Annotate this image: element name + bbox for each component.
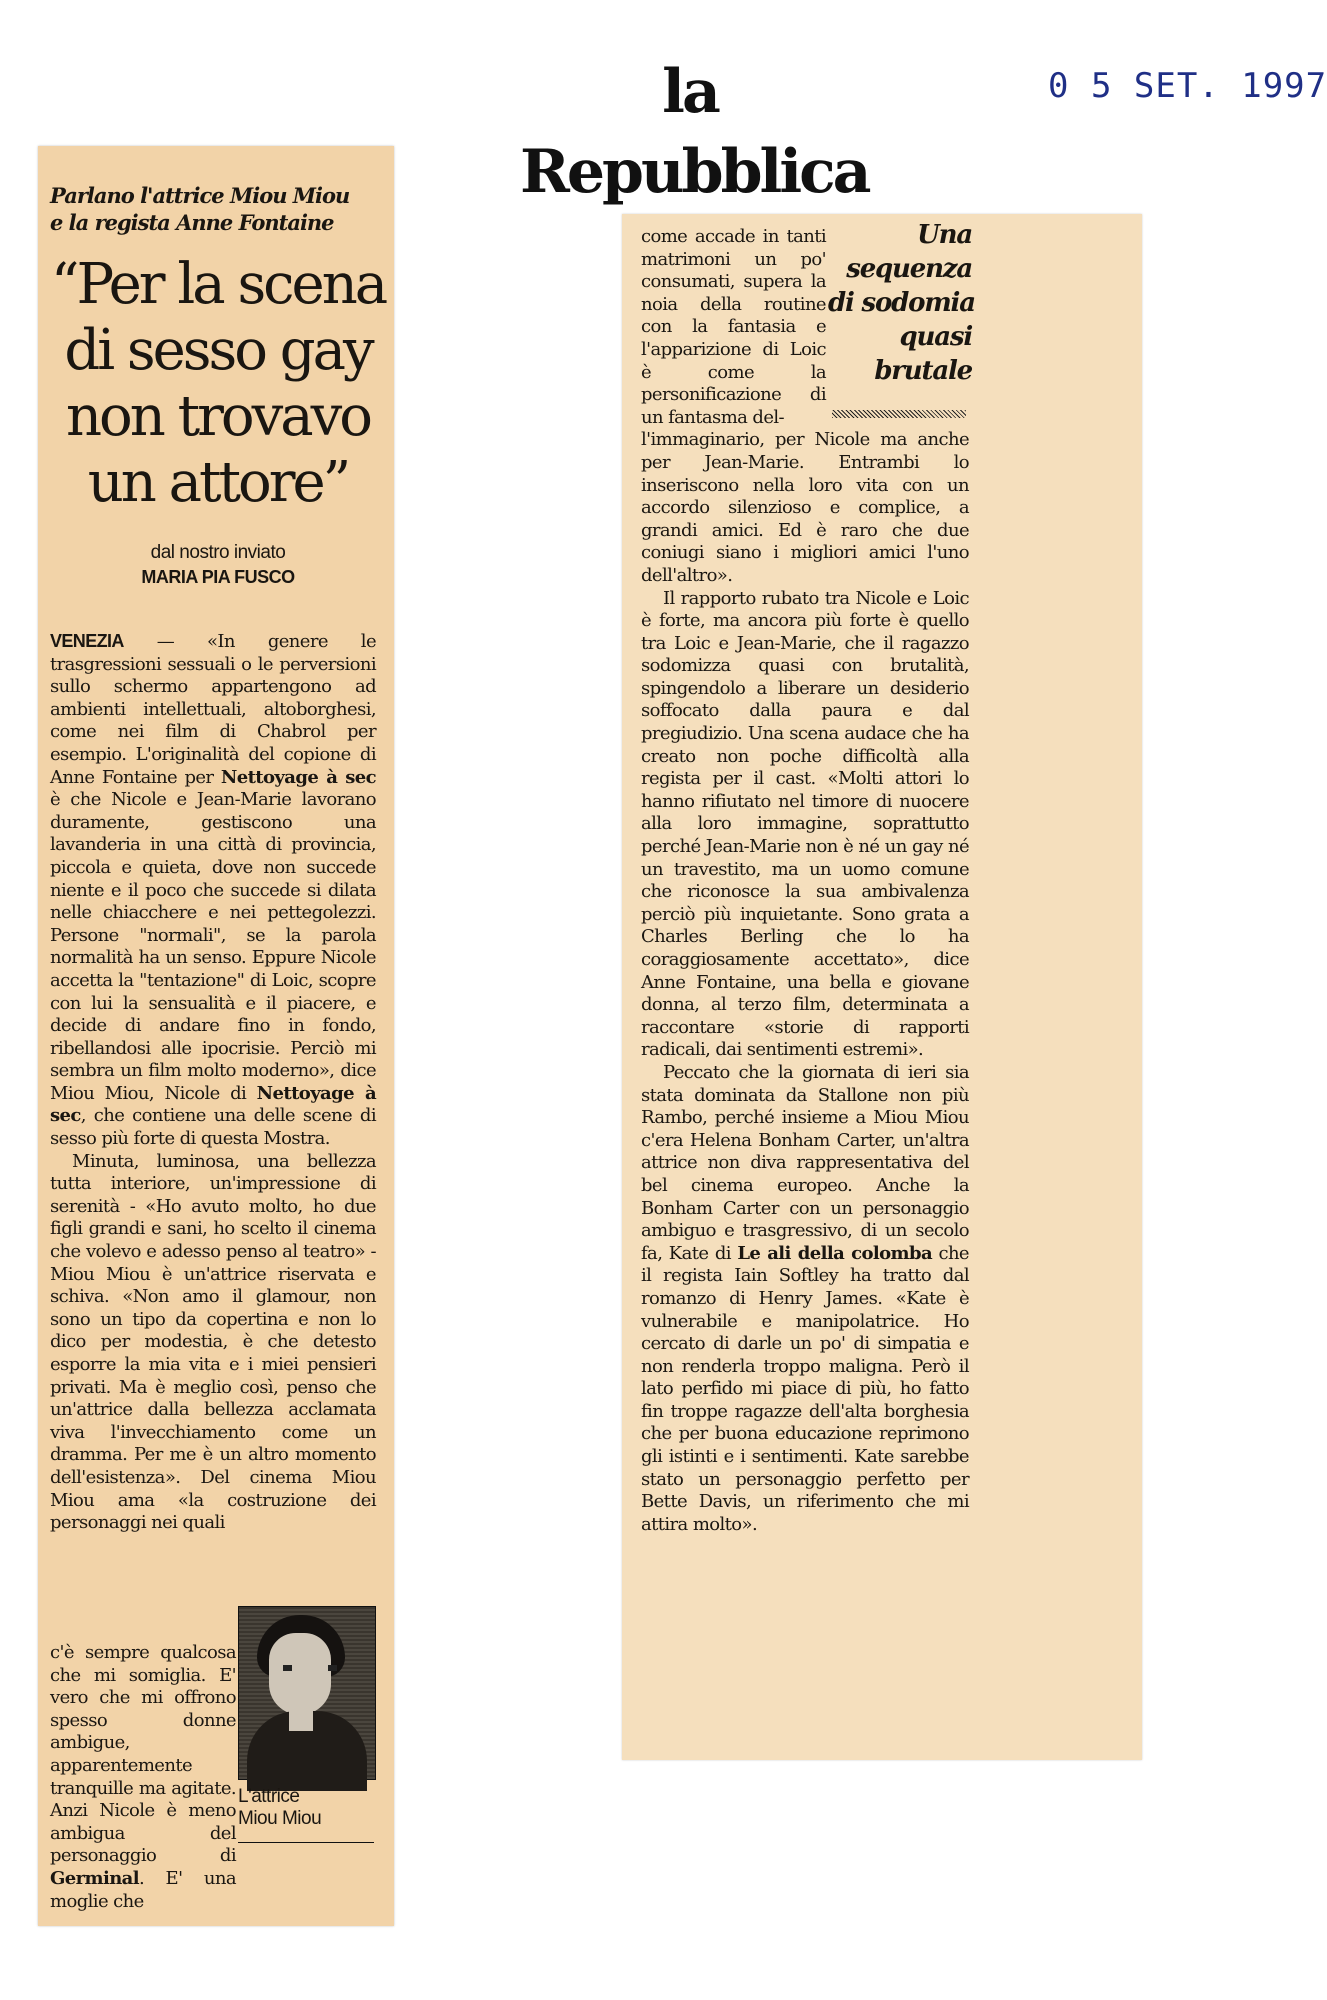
pull-quote-line: brutale bbox=[874, 356, 972, 386]
headline-line: “Per la scena bbox=[50, 252, 386, 317]
date-stamp: 0 5 SET. 1997 bbox=[1048, 66, 1327, 106]
kicker-line: e la regista Anne Fontaine bbox=[50, 210, 334, 235]
headline-line: non trovavo bbox=[65, 384, 370, 449]
headline-line: un attore” bbox=[87, 450, 349, 515]
pull-quote-rule bbox=[832, 410, 966, 418]
byline-author: MARIA PIA FUSCO bbox=[141, 567, 295, 587]
photo-caption bbox=[238, 1786, 378, 1830]
pull-quote-line: di sodomia bbox=[828, 288, 975, 318]
paragraph-continuation bbox=[50, 1642, 236, 1913]
article-kicker bbox=[50, 182, 390, 236]
paragraph-text: . E' una moglie che bbox=[50, 1867, 236, 1912]
paragraph: Il rapporto rubato tra Nicole e Loic è forte, ma ancora più forte è quello tra Loic e Jean-Marie, che il ragazzo sodomizza quasi con brutalità, spingendolo a liberare un desiderio soffocato dalla paura e dal pregiudizio. Una scena audace che ha creato non poche difficoltà alla regista per il cast. «Molti attori lo hanno rifiutato nel timore di nuocere alla loro immagine, soprattutto perché Jean-Marie non è né un gay né un travestito, ma un uomo comune che riconosce la sua ambivalenza perciò più inquietante. Sono grata a Charles Berling che lo ha coraggiosamente accettato», dice Anne Fontaine, una bella e giovane donna, al terzo film, determinata a raccontare «storie di rapporti radicali, dai sentimenti estremi». bbox=[641, 587, 969, 1061]
paragraph-text: che il regista Iain Softley ha tratto dal romanzo di Henry James. «Kate è vulnerabile e manipolatrice. Ho cercato di darle un po' di simpatia e non renderla troppo maligna. Però il lato perfido mi piace di più, ho fatto fin troppe ragazze dell'alta borghesia che per buona educazione reprimono gli istinti e i sentimenti. Kate sarebbe stato un personaggio perfetto per Bette Davis, un riferimento che mi attira molto». bbox=[641, 1242, 969, 1535]
film-title: Le ali della colomba bbox=[737, 1242, 933, 1264]
article-byline bbox=[60, 541, 376, 589]
dateline: VENEZIA bbox=[50, 631, 124, 651]
paragraph: Minuta, luminosa, una bellezza tutta interiore, un'impressione di serenità - «Ho avuto molto, ho due figli grandi e sani, ho scelto il cinema che volevo e adesso penso al teatro» - Miou Miou è un'attrice riservata e schiva. «Non amo il glamour, non sono un tipo da copertina e non lo dico per modestia, è che detesto esporre la mia vita e i miei pensieri privati. Ma è meglio così, penso che un'attrice dalla bellezza acclamata viva l'invecchiamento come un dramma. Per me è un altro momento dell'esistenza». Del cinema Miou Miou ama «la costruzione dei personaggi nei quali bbox=[50, 1150, 376, 1534]
article-column-2 bbox=[641, 226, 969, 1536]
kicker-line: Parlano l'attrice Miou Miou bbox=[50, 183, 350, 208]
byline-role: dal nostro inviato bbox=[150, 542, 286, 563]
paragraph bbox=[641, 1062, 969, 1536]
film-title: Nettoyage à sec bbox=[50, 1082, 377, 1127]
pull-quote-line: Una bbox=[917, 220, 972, 250]
paragraph-continuation: come accade in tanti matrimoni un po' consumati, supera la noia della routine con la fantasia e l'apparizione di Loic è come la personificazione di un fantasma del- bbox=[641, 226, 826, 428]
pull-quote bbox=[828, 218, 975, 388]
film-title: Germinal bbox=[50, 1867, 139, 1889]
paragraph bbox=[50, 630, 376, 1151]
photo-neck bbox=[289, 1711, 313, 1731]
photo-eyes bbox=[283, 1665, 337, 1671]
paragraph-text: c'è sempre qualcosa che mi somiglia. E' vero che mi offrono spesso donne ambigue, apparentemente tranquille ma agitate. Anzi Nicole è meno ambigua del personaggio di bbox=[50, 1642, 236, 1867]
headline-line: di sesso gay bbox=[64, 318, 372, 383]
paragraph-continuation: l'immaginario, per Nicole ma anche per Jean-Marie. Entrambi lo inseriscono nella loro vita con un accordo silenzioso e complice, a grandi amici. Ed è raro che due coniugi siano i migliori amici l'uno dell'altro». bbox=[641, 429, 969, 586]
caption-line: Miou Miou bbox=[238, 1808, 322, 1829]
paragraph-text: è che Nicole e Jean-Marie lavorano duramente, gestiscono una lavanderia in una città di provincia, piccola e quieta, dove non succede niente e il poco che succede si dilata nelle chiacchere e nei pettegolezzi. Persone "normali", se la parola normalità ha un senso. Eppure Nicole accetta la "tentazione" di Loic, scopre con lui la sensualità e il piacere, e decide di andare fino in fondo, ribellandosi alle ipocrisie. Perciò mi sembra un film molto moderno», dice Miou Miou, Nicole di bbox=[50, 789, 376, 1104]
paragraph-text: , che contiene una delle scene di sesso più forte di questa Mostra. bbox=[50, 1105, 376, 1150]
paragraph-text: Peccato che la giornata di ieri sia stata dominata da Stallone non più Rambo, perché insieme a Miou Miou c'era Helena Bonham Carter, un'altra attrice non diva rappresentativa del bel cinema europeo. Anche la Bonham Carter con un personaggio ambiguo e trasgressivo, di un secolo fa, Kate di bbox=[641, 1061, 969, 1264]
caption-rule bbox=[238, 1842, 374, 1843]
caption-line: L'attrice bbox=[238, 1786, 300, 1807]
photo-face bbox=[269, 1633, 331, 1715]
article-headline bbox=[50, 252, 386, 516]
pull-quote-line: quasi bbox=[899, 322, 972, 352]
newspaper-masthead: la Repubblica bbox=[520, 57, 869, 207]
actress-photo bbox=[238, 1606, 376, 1780]
film-title: Nettoyage à sec bbox=[220, 766, 376, 788]
paragraph-text: — «In genere le trasgressioni sessuali o le perversioni sullo schermo appartengono ad ambienti intellettuali, altoborghesi, come nei film di Chabrol per esempio. L'originalità del copione di Anne Fontaine per bbox=[50, 631, 376, 788]
pull-quote-line: sequenza bbox=[846, 254, 972, 284]
